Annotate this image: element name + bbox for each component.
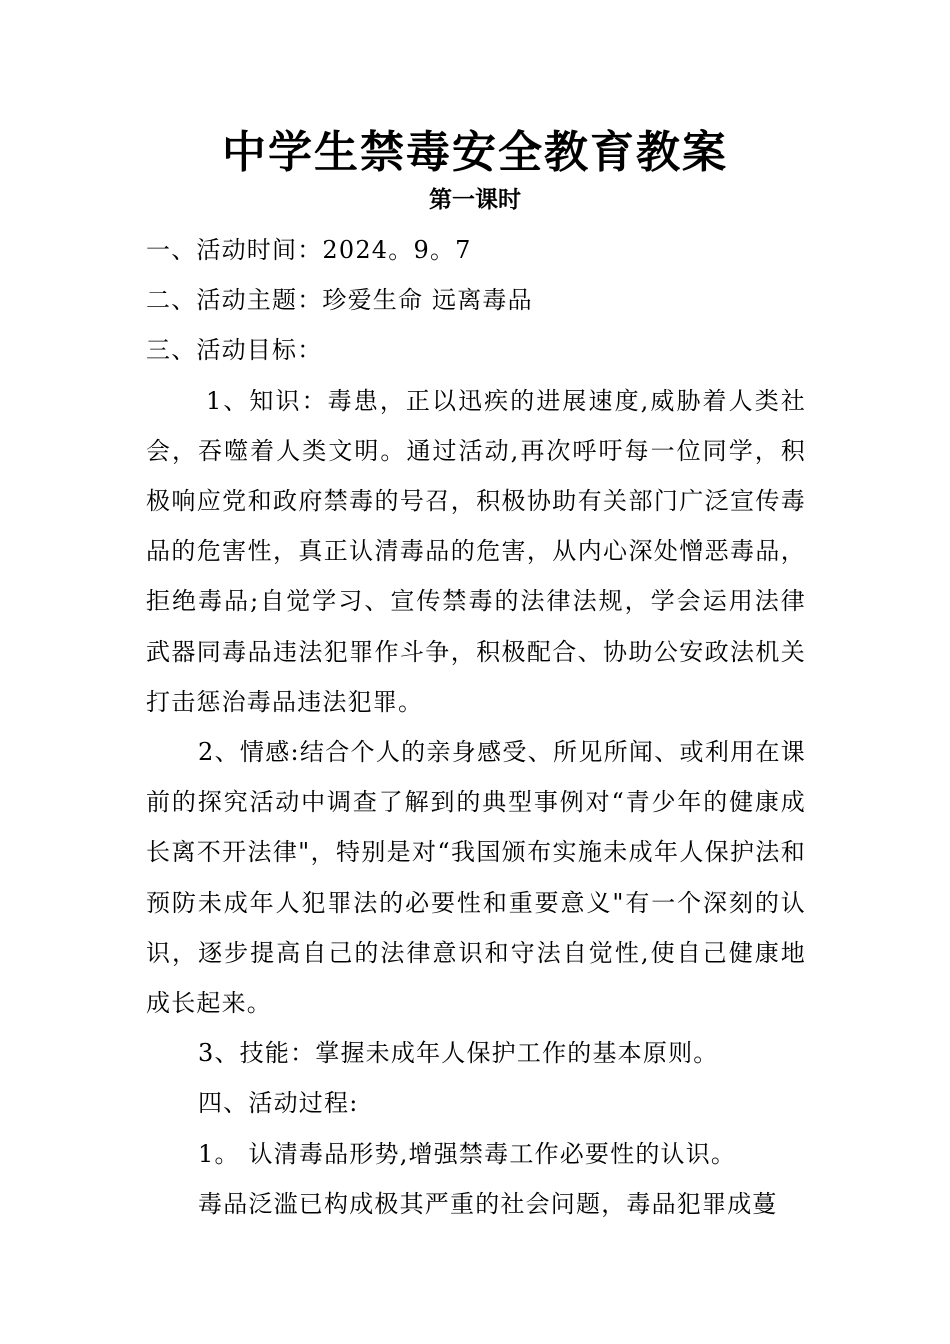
activity-goals-heading: 三、活动目标： bbox=[146, 336, 323, 365]
document-subtitle: 第一课时 bbox=[429, 187, 521, 213]
goal-emotion: 2、情感:结合个人的亲身感受、所见所闻、或利用在课前的探究活动中调查了解到的典型事例对“青少年的健康成长离不开法律"，特别是对“我国颁布实施未成年人保护法和预防未成年人犯罪法的必要性和重要意义"有一个深刻的认识，逐步提高自己的法律意识和守法自觉性,使自己健康地成长起来。 bbox=[146, 738, 806, 1018]
process-step-1-text: 毒品泛滥已构成极其严重的社会问题，毒品犯罪成蔓 bbox=[198, 1189, 778, 1218]
goal-knowledge: 1、知识：毒患，正以迅疾的进展速度,威胁着人类社会，吞噬着人类文明。通过活动,再次呼吁每一位同学，积极响应党和政府禁毒的号召，积极协助有关部门广泛宣传毒品的危害性，真正认清毒品的危害，从内心深处憎恶毒品，拒绝毒品;自觉学习、宣传禁毒的法律法规，学会运用法律武器同毒品违法犯罪作斗争，积极配合、协助公安政法机关打击惩治毒品违法犯罪。 bbox=[146, 386, 806, 716]
process-step-1: 1。 认清毒品形势,增强禁毒工作必要性的认识。 bbox=[198, 1139, 737, 1168]
activity-process-heading: 四、活动过程: bbox=[198, 1089, 359, 1118]
activity-time: 一、活动时间：2024。9。7 bbox=[146, 236, 472, 264]
document-title: 中学生禁毒安全教育教案 bbox=[222, 127, 728, 178]
document-body bbox=[146, 225, 806, 1229]
goal-skill: 3、技能：掌握未成年人保护工作的基本原则。 bbox=[198, 1039, 719, 1068]
activity-theme: 二、活动主题：珍爱生命 远离毒品 bbox=[146, 286, 533, 315]
